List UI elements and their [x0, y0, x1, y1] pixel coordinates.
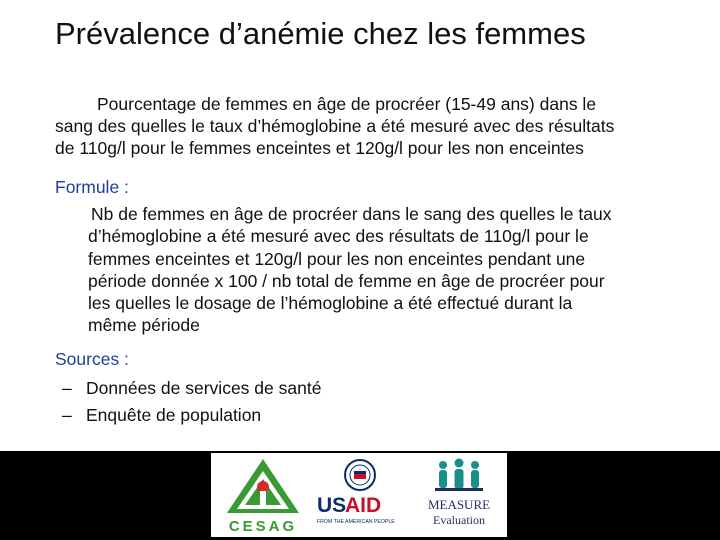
- cesag-logo: [223, 457, 303, 535]
- formula-line: femmes enceintes et 120g/l pour les non enceintes pendant une: [88, 248, 586, 269]
- measure-bottom-text: Evaluation: [433, 513, 485, 527]
- list-item: [62, 375, 321, 402]
- formula-line: d’hémoglobine a été mesuré avec des résultats de 110g/l pour le: [88, 226, 589, 247]
- dash-bullet: –: [62, 378, 72, 398]
- cesag-wordmark: CESAG: [228, 518, 298, 535]
- definition-line: sang des quelles le taux d’hémoglobine a été mesuré avec des résultats: [55, 116, 615, 136]
- formula-label: Formule :: [55, 177, 129, 197]
- formula-line: les quelles le dosage de l’hémoglobine a été effectué durant la: [88, 293, 573, 314]
- dash-bullet: –: [62, 405, 72, 425]
- usaid-logo: [315, 457, 405, 533]
- source-item-label: Données de services de santé: [86, 378, 322, 398]
- usaid-us-text: US: [317, 494, 347, 517]
- sources-list: [62, 375, 321, 429]
- formula-line: période donnée x 100 / nb total de femme en âge de procréer pour: [88, 270, 605, 291]
- source-item-label: Enquête de population: [86, 405, 262, 425]
- formula-line: Nb de femmes en âge de procréer dans le sang des quelles le taux: [91, 204, 612, 224]
- usaid-aid-text: AID: [345, 494, 382, 517]
- sources-label: Sources :: [55, 349, 129, 369]
- formula-line: même période: [88, 315, 200, 336]
- definition-paragraph: [55, 93, 685, 159]
- measure-top-text: MEASURE: [427, 497, 491, 512]
- page-title: Prévalence d’anémie chez les femmes: [55, 16, 586, 51]
- list-item: [62, 402, 321, 429]
- logo-panel: [211, 453, 507, 537]
- formula-body: [88, 203, 708, 337]
- definition-line: de 110g/l pour le femmes enceintes et 120g/l pour les non enceintes: [55, 138, 584, 158]
- definition-line: Pourcentage de femmes en âge de procréer (15-49 ans) dans le: [97, 94, 597, 114]
- usaid-tagline: FROM THE AMERICAN PEOPLE: [317, 519, 395, 525]
- measure-logo: [417, 457, 501, 533]
